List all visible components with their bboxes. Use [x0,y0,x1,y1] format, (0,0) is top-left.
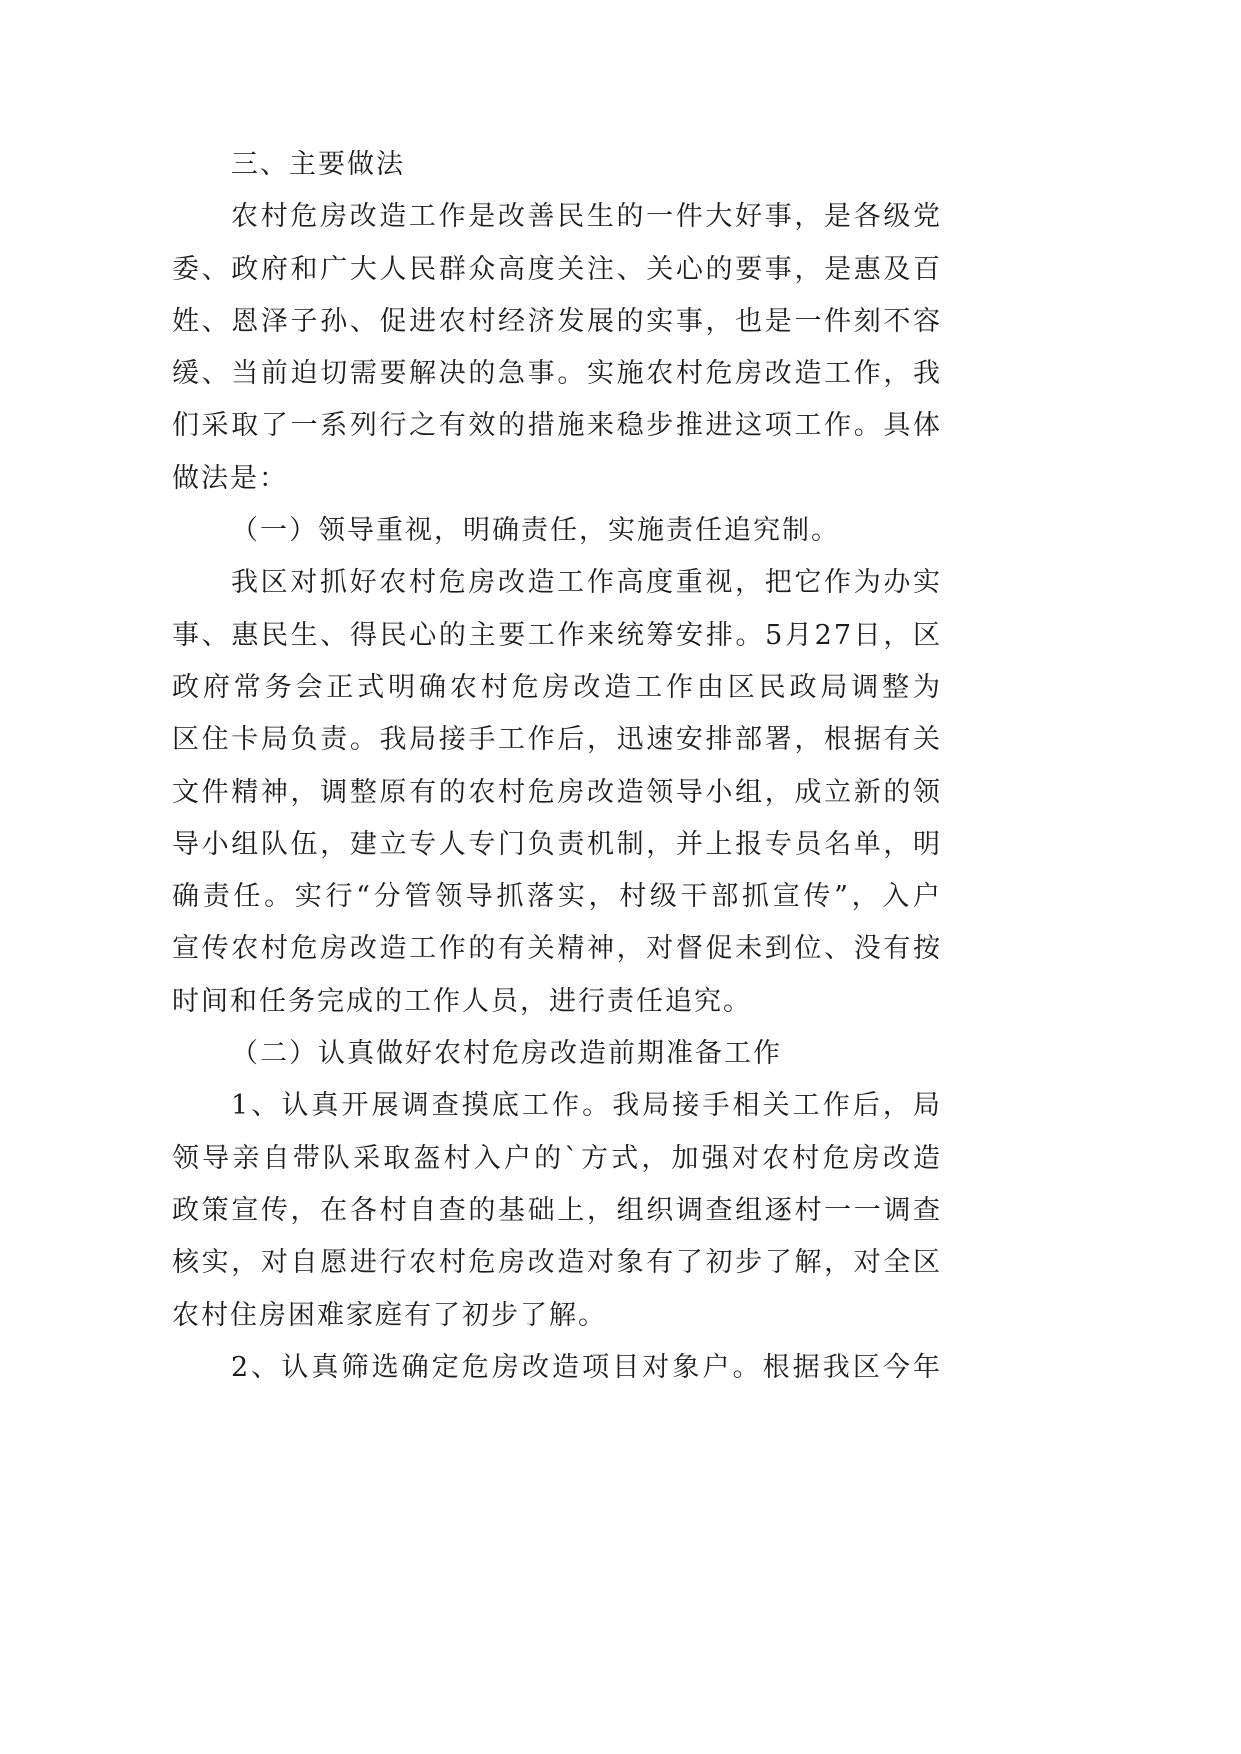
text-line: 区住卡局负责。我局接手工作后，迅速安排部署，根据有关 [172,724,942,756]
text-line: 缓、当前迫切需要解决的急事。实施农村危房改造工作，我 [172,358,942,390]
text-line: 政策宣传，在各村自查的基础上，组织调查组逐村一一调查 [172,1194,942,1226]
text-line: 我区对抓好农村危房改造工作高度重视，把它作为办实 [231,567,942,599]
text-line: 委、政府和广大人民群众高度关注、关心的要事，是惠及百 [172,253,942,285]
text-line: 农村住房困难家庭有了初步了解。 [172,1299,607,1331]
text-line: 1、认真开展调查摸底工作。我局接手相关工作后，局 [231,1090,942,1122]
text-line: 文件精神，调整原有的农村危房改造领导小组，成立新的领 [172,776,942,808]
text-line: 2、认真筛选确定危房改造项目对象户。根据我区今年 [231,1351,942,1383]
text-line: （一）领导重视，明确责任，实施责任追究制。 [231,515,840,547]
paragraph [172,1028,942,1080]
paragraph [172,1080,942,1341]
paragraph [172,191,942,505]
text-line: 们采取了一系列行之有效的措施来稳步推进这项工作。具体 [172,410,942,442]
text-line: 农村危房改造工作是改善民生的一件大好事，是各级党 [231,201,942,233]
paragraph [172,557,942,1028]
document-body [172,139,942,1394]
text-line: 政府常务会正式明确农村危房改造工作由区民政局调整为 [172,671,942,703]
text-line: 宣传农村危房改造工作的有关精神，对督促未到位、没有按 [172,933,942,965]
text-line: 三、主要做法 [231,149,405,180]
paragraph [172,139,942,191]
text-line: 时间和任务完成的工作人员，进行责任追究。 [172,985,752,1017]
text-line: 导小组队伍，建立专人专门负责机制，并上报专员名单，明 [172,828,942,860]
text-line: 姓、恩泽子孙、促进农村经济发展的实事，也是一件刻不容 [172,305,942,337]
text-line: 事、惠民生、得民心的主要工作来统筹安排。5月27日，区 [172,619,942,651]
text-line: （二）认真做好农村危房改造前期准备工作 [231,1038,782,1070]
text-line: 确责任。实行“分管领导抓落实，村级干部抓宣传”，入户 [172,881,942,913]
text-line: 核实，对自愿进行农村危房改造对象有了初步了解，对全区 [172,1247,942,1279]
text-line: 做法是： [172,462,288,494]
paragraph [172,1342,942,1394]
paragraph [172,505,942,557]
text-line: 领导亲自带队采取盔村入户的`方式，加强对农村危房改造 [172,1142,942,1174]
